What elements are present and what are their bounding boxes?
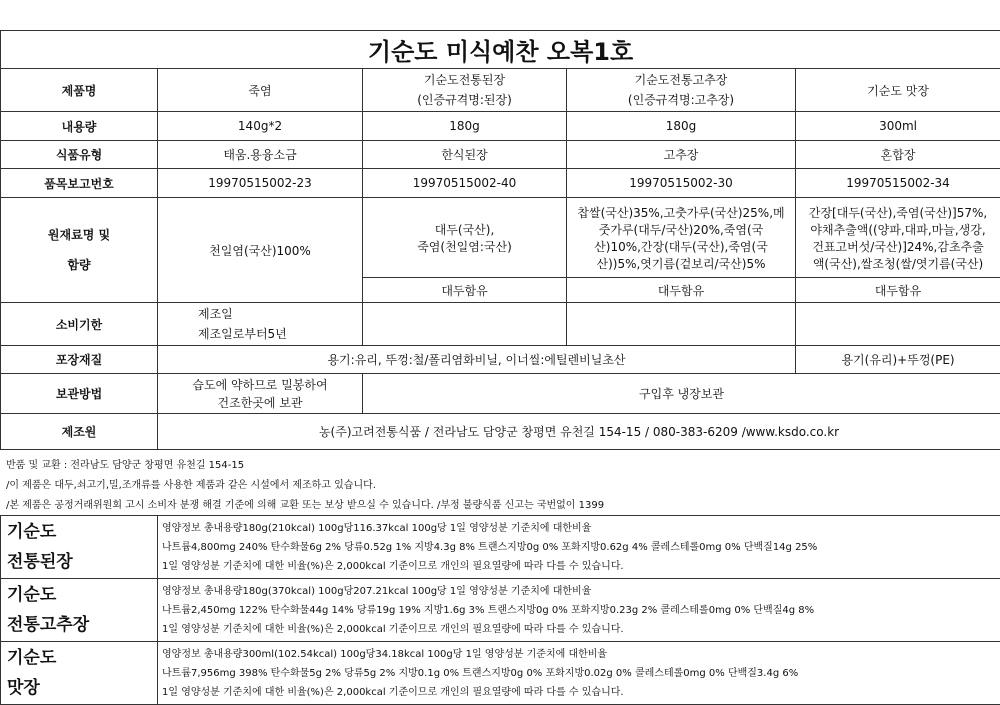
ingredients-label-line: 원재료명 및 bbox=[4, 220, 154, 250]
nutrition-name-line: 기순도 bbox=[7, 580, 156, 610]
ingredient-line: 산)10%,간장(대두(국산),죽염(국 bbox=[570, 239, 792, 256]
ingredient-line: 찹쌀(국산)35%,고춧가루(국산)25%,메 bbox=[570, 205, 792, 222]
ingredients-label bbox=[1, 198, 158, 303]
storage-line: 건조한곳에 보관 bbox=[161, 394, 359, 412]
nutrition-line: 영양정보 총내용량180g(210kcal) 100g당116.37kcal 100g당 1일 영양성분 기준치에 대한비율 bbox=[162, 519, 999, 538]
allergen-doenjang: 대두함유 bbox=[363, 278, 567, 303]
food-type-value: 고추장 bbox=[567, 141, 796, 169]
product-name: 기순도전통된장 bbox=[366, 70, 563, 90]
page-title: 기순도 미식예찬 오복1호 bbox=[1, 31, 1000, 69]
food-type-value: 혼합장 bbox=[796, 141, 1000, 169]
nutrition-name-line: 전통고추장 bbox=[7, 610, 156, 640]
product-name: 기순도 맛장 bbox=[867, 84, 929, 98]
nutrition-name-line: 기순도 bbox=[7, 517, 156, 547]
nutrition-line: 영양정보 총내용량300ml(102.54kcal) 100g당34.18kcal 100g당 1일 영양성분 기준치에 대한비율 bbox=[162, 645, 999, 664]
nutrition-line: 1일 영양성분 기준치에 대한 비율(%)은 2,000kcal 기준이므로 개인의 필요열량에 따라 다를 수 있습니다. bbox=[162, 557, 999, 576]
nutrition-line: 나트륨2,450mg 122% 탄수화물44g 14% 당류19g 19% 지방1.6g 3% 트랜스지방0g 0% 포화지방0.23g 2% 콜레스테롤0mg 0% 단백질4g 8% bbox=[162, 601, 999, 620]
ingredient-line: 건표고버섯/국산)]24%,감초추출 bbox=[799, 239, 997, 256]
ingredients-doenjang bbox=[363, 198, 567, 278]
storage-label: 보관방법 bbox=[1, 374, 158, 414]
content-value: 180g bbox=[363, 112, 567, 141]
nutrition-line: 1일 영양성분 기준치에 대한 비율(%)은 2,000kcal 기준이므로 개인의 필요열량에 따라 다를 수 있습니다. bbox=[162, 683, 999, 702]
packaging-label: 포장재질 bbox=[1, 346, 158, 374]
nutrition-product-name bbox=[1, 579, 158, 642]
ingredient-line: 간장[대두(국산),죽염(국산)]57%, bbox=[799, 205, 997, 222]
expiry-value bbox=[158, 303, 363, 346]
storage-line: 습도에 약하므로 밀봉하여 bbox=[161, 376, 359, 394]
content-value: 300ml bbox=[796, 112, 1000, 141]
product-cert: (인증규격명:된장) bbox=[366, 90, 563, 110]
product-name-label: 제품명 bbox=[1, 69, 158, 112]
product-name: 기순도전통고추장 bbox=[570, 70, 792, 90]
content-value: 140g*2 bbox=[158, 112, 363, 141]
ingredient-line: 야채추출액((양파,대파,마늘,생강, bbox=[799, 222, 997, 239]
nutrition-info bbox=[158, 516, 1000, 579]
food-type-value: 태움.용융소금 bbox=[158, 141, 363, 169]
report-no-value: 19970515002-34 bbox=[796, 169, 1000, 198]
notice-line: /본 제품은 공정거래위원회 고시 소비자 분쟁 해결 기준에 의해 교환 또는 보상 받으실 수 있습니다. /부정 불량식품 신고는 국번없이 1399 bbox=[6, 496, 604, 516]
product-name-cell bbox=[158, 69, 363, 112]
nutrition-name-line: 맛장 bbox=[7, 673, 156, 703]
expiry-label: 소비기한 bbox=[1, 303, 158, 346]
ingredient-line: 줏가루(대두/국산)20%,죽염(국 bbox=[570, 222, 792, 239]
report-no-value: 19970515002-23 bbox=[158, 169, 363, 198]
ingredient-line: 죽염(천일염:국산) bbox=[366, 239, 563, 256]
expiry-empty bbox=[567, 303, 796, 346]
food-type-label: 식품유형 bbox=[1, 141, 158, 169]
expiry-line: 제조일 bbox=[198, 304, 359, 324]
product-name-cell bbox=[567, 69, 796, 112]
packaging-matjang: 용기(유리)+뚜껑(PE) bbox=[796, 346, 1000, 374]
nutrition-product-name bbox=[1, 642, 158, 705]
product-cert: (인증규격명:고추장) bbox=[570, 90, 792, 110]
ingredients-matjang bbox=[796, 198, 1000, 278]
nutrition-info bbox=[158, 642, 1000, 705]
allergen-matjang: 대두함유 bbox=[796, 278, 1000, 303]
storage-salt bbox=[158, 374, 363, 414]
nutrition-line: 1일 영양성분 기준치에 대한 비율(%)은 2,000kcal 기준이므로 개인의 필요열량에 따라 다를 수 있습니다. bbox=[162, 620, 999, 639]
manufacturer-label: 제조원 bbox=[1, 414, 158, 450]
nutrition-table bbox=[0, 515, 1000, 705]
notice-block bbox=[6, 456, 604, 516]
nutrition-line: 나트륨7,956mg 398% 탄수화물5g 2% 당류5g 2% 지방0.1g 0% 트랜스지방0g 0% 포화지방0.02g 0% 콜레스테롤0mg 0% 단백질3.4g 6% bbox=[162, 664, 999, 683]
nutrition-line: 나트륨4,800mg 240% 탄수화물6g 2% 당류0.52g 1% 지방4.3g 8% 트랜스지방0g 0% 포화지방0.62g 4% 콜레스테롤0mg 0% 단백질14g 25% bbox=[162, 538, 999, 557]
allergen-gochujang: 대두함유 bbox=[567, 278, 796, 303]
report-no-value: 19970515002-30 bbox=[567, 169, 796, 198]
product-name-cell bbox=[796, 69, 1000, 112]
manufacturer-value: 농(주)고려전통식품 / 전라남도 담양군 창평면 유천길 154-15 / 080-383-6209 /www.ksdo.co.kr bbox=[158, 414, 1000, 450]
ingredients-salt bbox=[158, 198, 363, 303]
product-info-table bbox=[0, 30, 1000, 450]
report-no-label: 품목보고번호 bbox=[1, 169, 158, 198]
notice-line: 반품 및 교환 : 전라남도 담양군 창평면 유천길 154-15 bbox=[6, 456, 604, 476]
food-type-value: 한식된장 bbox=[363, 141, 567, 169]
storage-others: 구입후 냉장보관 bbox=[363, 374, 1000, 414]
nutrition-line: 영양정보 총내용량180g(370kcal) 100g당207.21kcal 100g당 1일 영양성분 기준치에 대한비율 bbox=[162, 582, 999, 601]
ingredient-line: 산))5%,엿기름(겉보리/국산)5% bbox=[570, 256, 792, 273]
product-name: 죽염 bbox=[248, 84, 271, 98]
content-value: 180g bbox=[567, 112, 796, 141]
nutrition-info bbox=[158, 579, 1000, 642]
nutrition-product-name bbox=[1, 516, 158, 579]
ingredients-gochujang bbox=[567, 198, 796, 278]
nutrition-name-line: 전통된장 bbox=[7, 547, 156, 577]
expiry-empty bbox=[363, 303, 567, 346]
packaging-value: 용기:유리, 뚜껑:철/폴리염화비닐, 이너씰:에틸렌비닐초산 bbox=[158, 346, 796, 374]
ingredient-line: 대두(국산), bbox=[366, 222, 563, 239]
report-no-value: 19970515002-40 bbox=[363, 169, 567, 198]
product-name-cell bbox=[363, 69, 567, 112]
nutrition-name-line: 기순도 bbox=[7, 643, 156, 673]
ingredient-line: 천일염(국산)100% bbox=[161, 243, 359, 260]
content-label: 내용량 bbox=[1, 112, 158, 141]
notice-line: /이 제품은 대두,쇠고기,밀,조개류를 사용한 제품과 같은 시설에서 제조하고 있습니다. bbox=[6, 476, 604, 496]
ingredient-line: 액(국산),쌀조청(쌀/엿기름(국산) bbox=[799, 256, 997, 273]
expiry-line: 제조일로부터5년 bbox=[198, 324, 359, 344]
expiry-empty bbox=[796, 303, 1000, 346]
ingredients-label-line: 함량 bbox=[4, 250, 154, 280]
